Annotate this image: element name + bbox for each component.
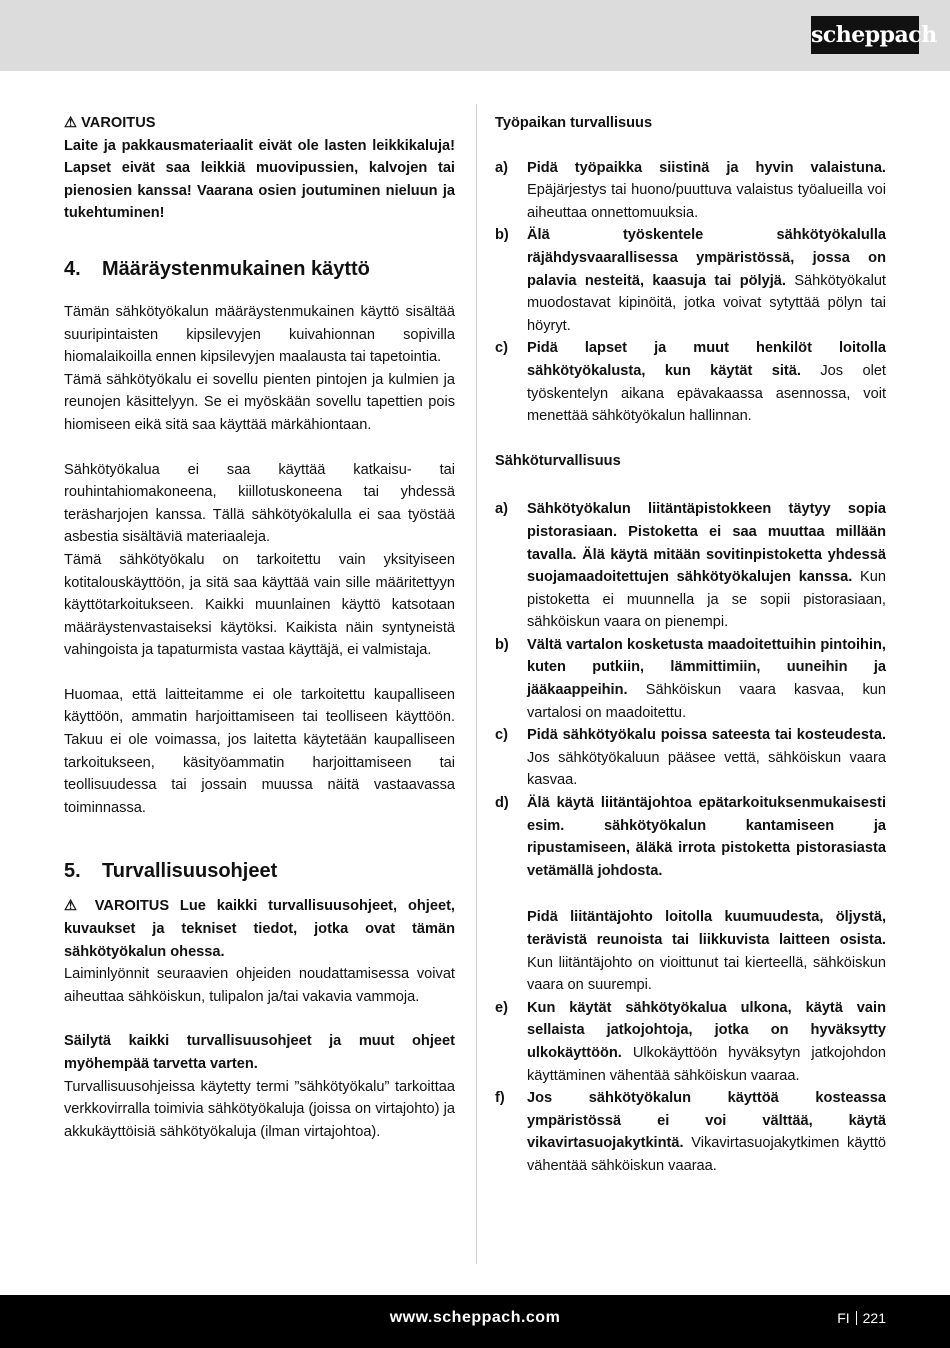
page-header [0, 0, 950, 71]
warning-2-bold: VAROITUS Lue kaikki turvallisuusohjeet, ohjeet, kuvaukset ja tekniset tiedot, jotka ovat tämän sähkötyökalun ohessa. [64, 898, 455, 960]
list-item: c) Pidä sähkötyökalu poissa sateesta tai kosteudesta. Jos sähkötyökaluun pääsee vettä, sähköiskun vaara kasvaa. [495, 727, 886, 789]
column-divider [476, 104, 477, 1264]
left-column [64, 112, 455, 1143]
keep-instructions-bold: Säilytä kaikki turvallisuusohjeet ja muut ohjeet myöhempää tarvetta varten. [64, 1033, 455, 1072]
section-4-heading [64, 251, 455, 287]
cord-bold: Pidä liitäntäjohto loitolla kuumuudesta, öljystä, terävistä reunoista tai liikkuvista laitteen osista. [527, 909, 886, 948]
list-item [495, 906, 886, 996]
section-5-title: Turvallisuusohjeet [102, 860, 278, 883]
paragraph-1: Tämän sähkötyökalun määräystenmukainen käyttö sisältää suuripintaisten kipsilevyjen kuivahionnan sopivilla hiomalaikoilla ennen kipsilevyjen maalausta tai tapetointia. [64, 303, 455, 366]
list-item: e) Kun käytät sähkötyökalua ulkona, käytä vain sellaista jatkojohtoja, jotka on hyväksytty ulkokäyttöön. Ulkokäyttöön hyväksytyn jatkojohdon käyttäminen vähentää sähköiskun vaaraa. [495, 999, 886, 1084]
warning-2-text: Laiminlyönnit seuraavien ohjeiden noudattamisessa voivat aiheuttaa sähköiskun, tulipalon ja/tai vakavia vammoja. [64, 966, 455, 1005]
warning-2 [64, 895, 455, 963]
footer-url[interactable]: www.scheppach.com [389, 1309, 561, 1326]
section-5-number: 5. [64, 860, 81, 883]
section-4-title: Määräystenmukainen käyttö [102, 257, 370, 280]
page-number [837, 1310, 886, 1326]
cord-text: Kun liitäntäjohto on vioittunut tai kierteellä, sähköiskun vaara on suurempi. [527, 954, 886, 994]
paragraph-5: Huomaa, että laitteitamme ei ole tarkoitettu kaupalliseen käyttöön, ammatin harjoittamiseen tai teolliseen käyttöön. Takuu ei ole voimassa, jos laitetta käytetään kaupalliseen tarkoitukseen, käsityöammatin harjoittamiseen tai teollisuudessa tai jossain muussa näitä vastaavassa toiminnassa. [64, 686, 455, 816]
list-item: c) Pidä lapset ja muut henkilöt loitolla sähkötyökalusta, kun käytät sitä. Jos olet työskentelyn aikana epävakaassa asennossa, voit menettää sähkötyökalun hallinnan. [495, 340, 886, 425]
scheppach-logo: scheppach [811, 16, 919, 54]
electrical-heading: Sähköturvallisuus [495, 452, 621, 469]
list-item: a) Pidä työpaikka siistinä ja hyvin valaistuna. Epäjärjestys tai huono/puuttuva valaistus työalueilla voi aiheuttaa onnettomuuksia. [495, 159, 886, 221]
paragraph-4: Tämä sähkötyökalu on tarkoitettu vain yksityiseen kotitalouskäyttöön, ja sitä saa käyttää vain sille määritettyyn käyttötarkoitukseen. Kaikki muunlainen käyttö katsotaan määräystenvastaiseksi käytöksi. Kaikista näin syntyneistä vahingoista ja tapaturmista vastaa käyttäjä, ei valmistaja. [64, 551, 455, 659]
warning-1-text: Laite ja pakkausmateriaalit eivät ole lasten leikkikaluja! Lapset eivät saa leikkiä muovipussien, kalvojen tai pienosien kanssa! Vaarana osien joutuminen nieluun ja tukehtuminen! [64, 137, 455, 222]
language-code: FI [837, 1310, 850, 1326]
warning-triangle-icon: ⚠ [64, 898, 84, 915]
warning-1 [64, 112, 455, 135]
list-item: d) Älä käytä liitäntäjohtoa epätarkoituksenmukaisesti esim. sähkötyökalun kantamiseen ja ripustamiseen, äläkä irrota pistoketta pistorasiasta vetämällä johdosta. [495, 795, 886, 879]
list-item: a) Sähkötyökalun liitäntäpistokkeen täytyy sopia pistorasiaan. Pistoketta ei saa muuttaa millään tavalla. Älä käytä mitään sovitinpistoketta yhdessä suojamaadoitettujen sähkötyökalujen kanssa. Kun pistoketta ei muunnella ja se sopii pistorasiaan, sähköiskun vaara on pienempi. [495, 501, 887, 631]
warning-triangle-icon: ⚠ [64, 115, 78, 131]
warning-1-title: VAROITUS [81, 115, 156, 131]
workplace-heading: Työpaikan turvallisuus [495, 115, 653, 131]
keep-instructions-text: Turvallisuusohjeissa käytetty termi ”sähkötyökalu” tarkoittaa verkkovirralla toimivia sähkötyökaluja (joissa on virtajohto) ja akkukäyttöisiä sähkötyökaluja (ilman virtajohtoa). [64, 1078, 455, 1140]
right-column [495, 112, 886, 1178]
page-number-value: 221 [862, 1310, 886, 1326]
section-4-number: 4. [64, 257, 81, 280]
section-5-heading [64, 853, 455, 889]
paragraph-3: Sähkötyökalua ei saa käyttää katkaisu- tai rouhintahiomakoneena, kiillotuskoneena tai yhdessä teräsharjojen kanssa. Tällä sähkötyökalulla ei saa työstää asbestia sisältäviä materiaaleja. [64, 461, 455, 546]
paragraph-2: Tämä sähkötyökalu ei sovellu pienten pintojen ja kulmien ja reunojen käsittelyyn. Se ei myöskään sovellu tapettien pois hiomiseen eikä sitä saa käyttää märkähiontaan. [64, 371, 455, 433]
page-footer [0, 1295, 950, 1348]
list-item: b) Vältä vartalon kosketusta maadoitettuihin pintoihin, kuten putkiin, lämmittimiin, uuneihin ja jääkaappeihin. Sähköiskun vaara kasvaa, kun vartalosi on maadoitettu. [495, 636, 886, 721]
list-item: f) Jos sähkötyökalun käyttöä kosteassa ympäristössä ei voi välttää, käytä vikavirtasuojakytkintä. Vikavirtasuojakytkimen käyttö vähentää sähköiskun vaaraa. [495, 1090, 886, 1174]
list-item: b) Älä työskentele sähkötyökalulla räjähdysvaarallisessa ympäristössä, jossa on palavia nesteitä, kaasuja tai pölyjä. Sähkötyökalut muodostavat kipinöitä, jotka voivat sytyttää pölyn tai höyryt. [495, 227, 886, 334]
